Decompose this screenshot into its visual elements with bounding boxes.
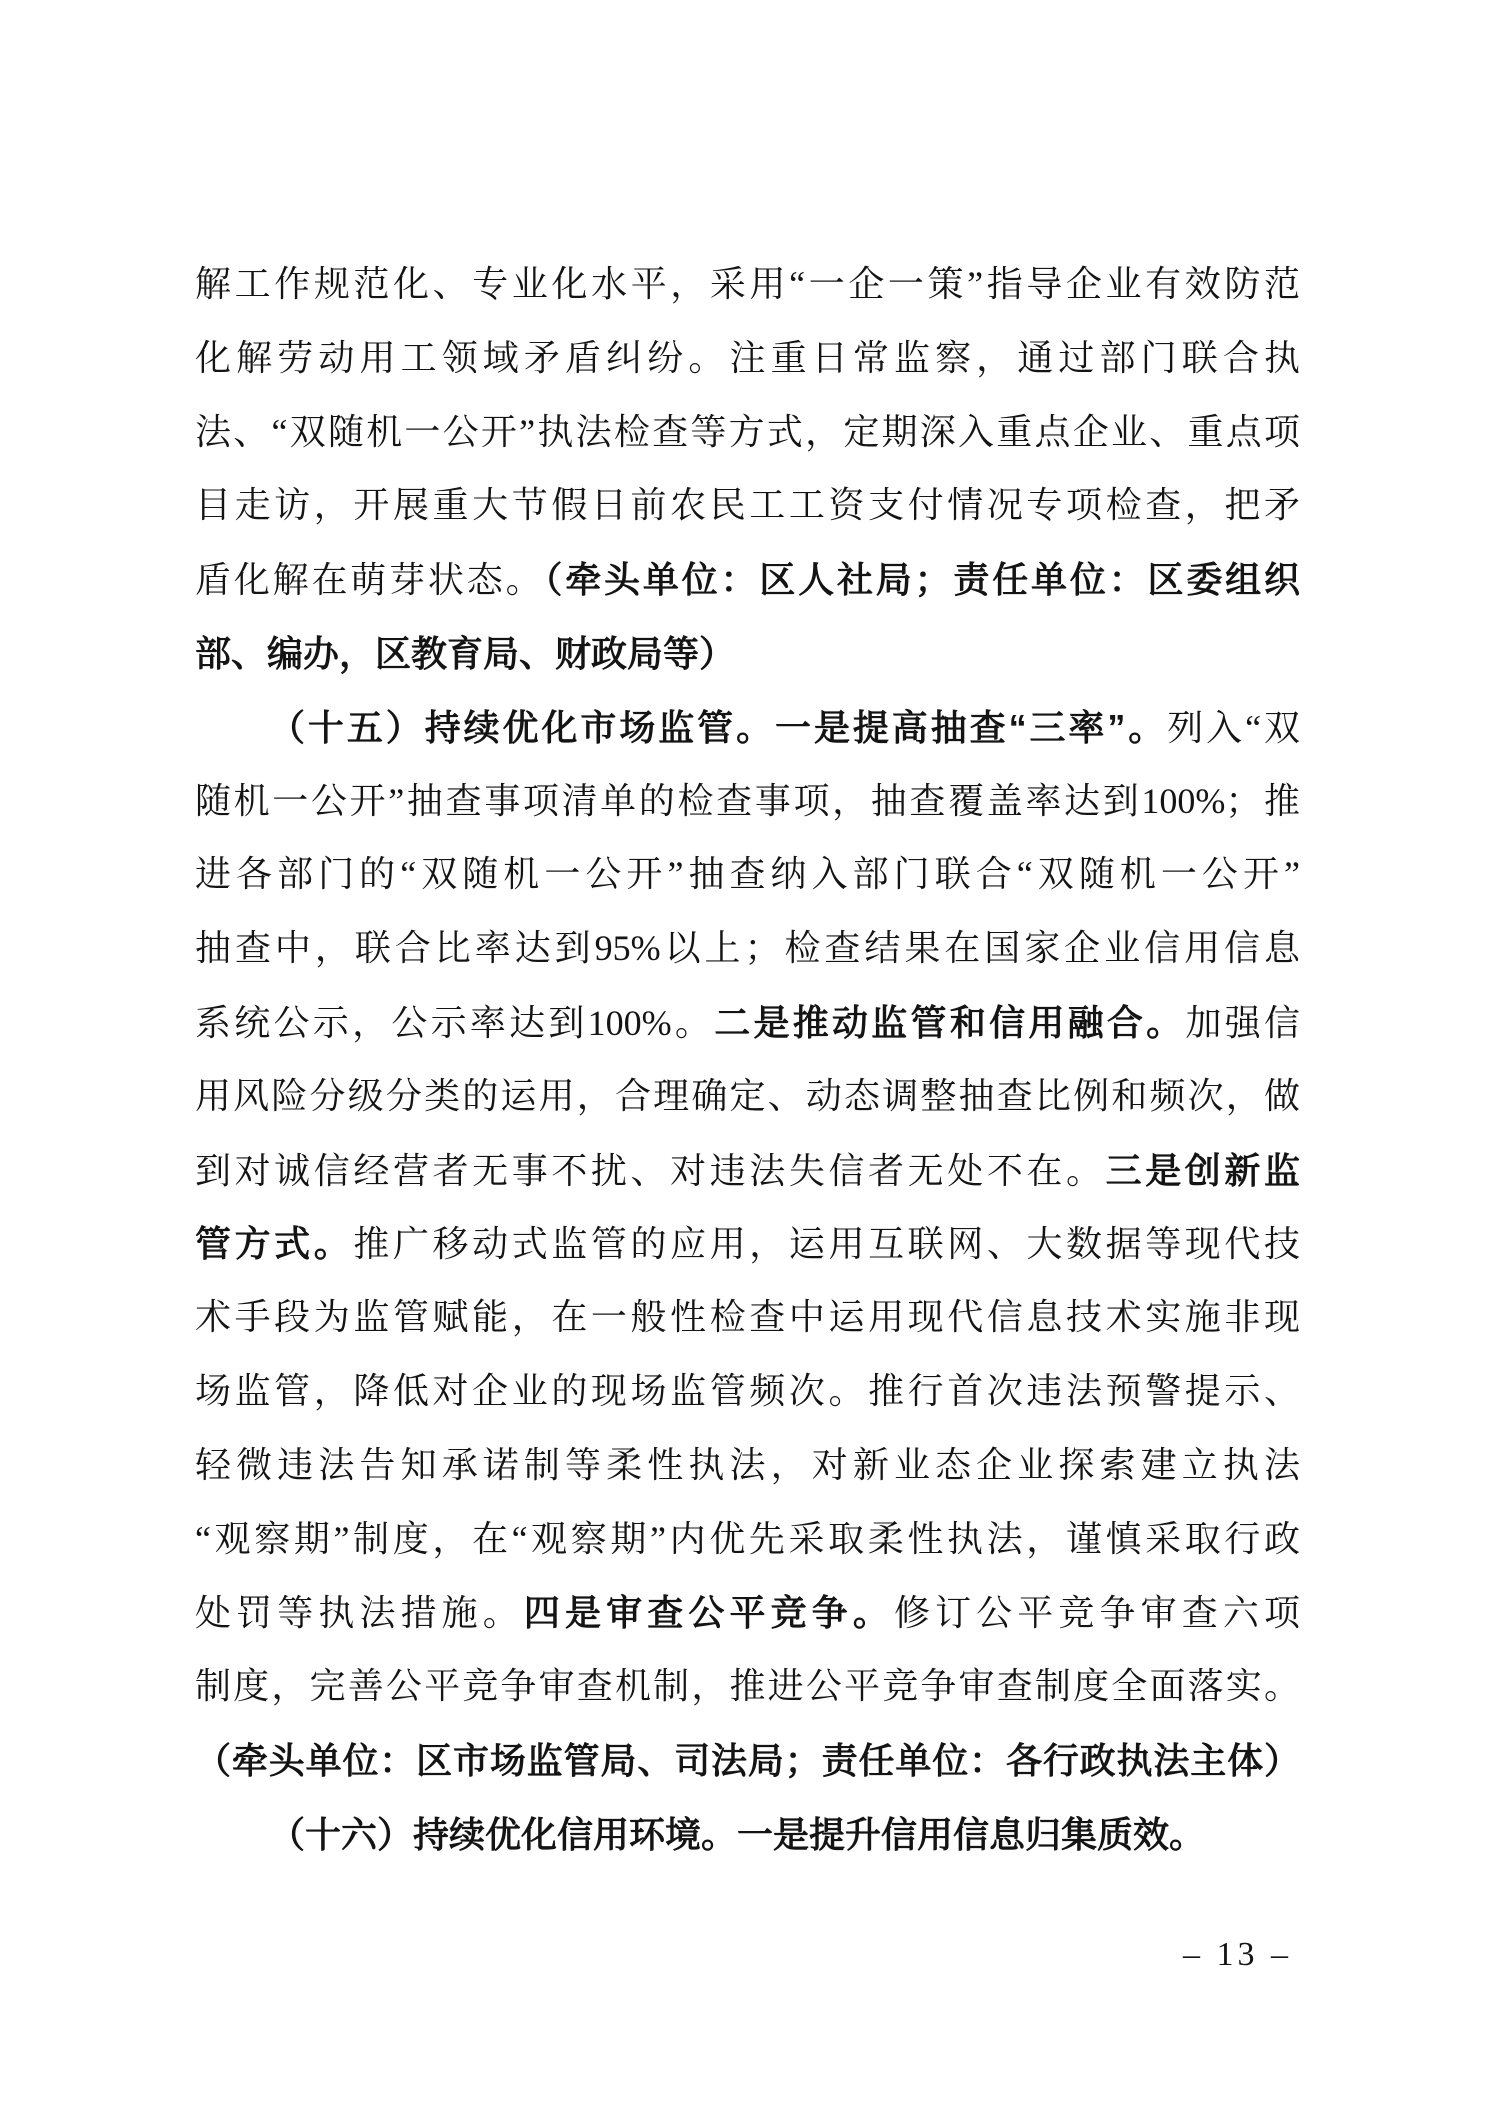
- body-text: 系统公示，公示率达到100%。: [195, 1002, 715, 1043]
- body-text: 进各部门的“双随机一公开”抽查纳入部门联合“双随机一公开”: [195, 854, 1300, 895]
- emphasis-text: （十五）持续优化市场监管。: [269, 707, 776, 748]
- body-text: 加强信: [1185, 1002, 1300, 1043]
- body-text: 列入“双: [1167, 707, 1300, 748]
- body-text: “观察期”制度，在“观察期”内优先采取柔性执法，谨慎采取行政: [195, 1518, 1300, 1559]
- body-text: 目走访，开展重大节假日前农民工工资支付情况专项检查，把矛: [195, 485, 1300, 526]
- emphasis-text: （牵头单位：区人社局；责任单位：区委组织: [544, 559, 1300, 601]
- body-text: 术手段为监管赋能，在一般性检查中运用现代信息技术实施非现: [195, 1297, 1300, 1338]
- text-block: [195, 248, 1300, 1872]
- emphasis-text: （牵头单位：区市场监管局、司法局；责任单位：各行政执法主体）: [195, 1739, 1300, 1781]
- body-text: 到对诚信经营者无事不扰、对违法失信者无处不在。: [195, 1150, 1106, 1191]
- body-text: 制度，完善公平竞争审查机制，推进公平竞争审查制度全面落实。: [195, 1666, 1300, 1707]
- emphasis-text: 三是创新监: [1105, 1149, 1300, 1191]
- text-line: [195, 1134, 1300, 1208]
- emphasis-text: 部、编办，区教育局、财政局等）: [195, 632, 736, 674]
- text-line: [195, 1576, 1300, 1650]
- text-line: [195, 691, 1300, 765]
- text-line: [195, 1207, 1300, 1281]
- text-line: [195, 617, 1300, 691]
- text-line: [195, 1724, 1300, 1798]
- text-line: [195, 1798, 1300, 1872]
- body-text: 解工作规范化、专业化水平，采用“一企一策”指导企业有效防范: [195, 264, 1300, 304]
- body-text: 修订公平竞争审查六项: [893, 1593, 1300, 1634]
- text-line: [195, 1355, 1300, 1429]
- text-line: [195, 912, 1300, 986]
- text-line: [195, 248, 1300, 322]
- text-line: [195, 986, 1300, 1060]
- emphasis-text: 管方式。: [195, 1223, 354, 1265]
- text-line: [195, 1650, 1300, 1724]
- text-line: [195, 1503, 1300, 1577]
- emphasis-text: 二是推动监管和信用融合。: [714, 1001, 1186, 1043]
- text-line: [195, 1429, 1300, 1503]
- text-line: [195, 765, 1300, 839]
- page-number: – 13 –: [1183, 1936, 1292, 1973]
- text-line: [195, 1281, 1300, 1355]
- body-text: 轻微违法告知承诺制等柔性执法，对新业态企业探索建立执法: [195, 1444, 1300, 1485]
- body-text: 处罚等执法措施。: [195, 1593, 524, 1634]
- text-line: [195, 396, 1300, 470]
- emphasis-text: （十六）持续优化信用环境。: [269, 1814, 738, 1855]
- text-line: [195, 838, 1300, 912]
- body-text: 抽查中，联合比率达到95%以上；检查结果在国家企业信用信息: [195, 928, 1300, 969]
- body-text: 场监管，降低对企业的现场监管频次。推行首次违法预警提示、: [195, 1370, 1300, 1411]
- text-line: [195, 322, 1300, 396]
- body-text: 用风险分级分类的运用，合理确定、动态调整抽查比例和频次，做: [195, 1075, 1300, 1116]
- body-text: 随机一公开”抽查事项清单的检查事项，抽查覆盖率达到100%；推: [195, 780, 1300, 821]
- body-text: 法、“双随机一公开”执法检查等方式，定期深入重点企业、重点项: [195, 411, 1300, 452]
- body-text: 盾化解在萌芽状态。: [195, 560, 545, 601]
- text-line: [195, 543, 1300, 617]
- text-line: [195, 1060, 1300, 1134]
- emphasis-text: 一是提升信用信息归集质效。: [737, 1813, 1206, 1855]
- body-text: 化解劳动用工领域矛盾纠纷。注重日常监察，通过部门联合执: [195, 337, 1300, 378]
- emphasis-text: 四是审查公平竞争。: [523, 1592, 894, 1634]
- emphasis-text: 一是提高抽查“三率”。: [775, 706, 1168, 748]
- text-line: [195, 469, 1300, 543]
- body-text: 推广移动式监管的应用，运用互联网、大数据等现代技: [353, 1224, 1300, 1265]
